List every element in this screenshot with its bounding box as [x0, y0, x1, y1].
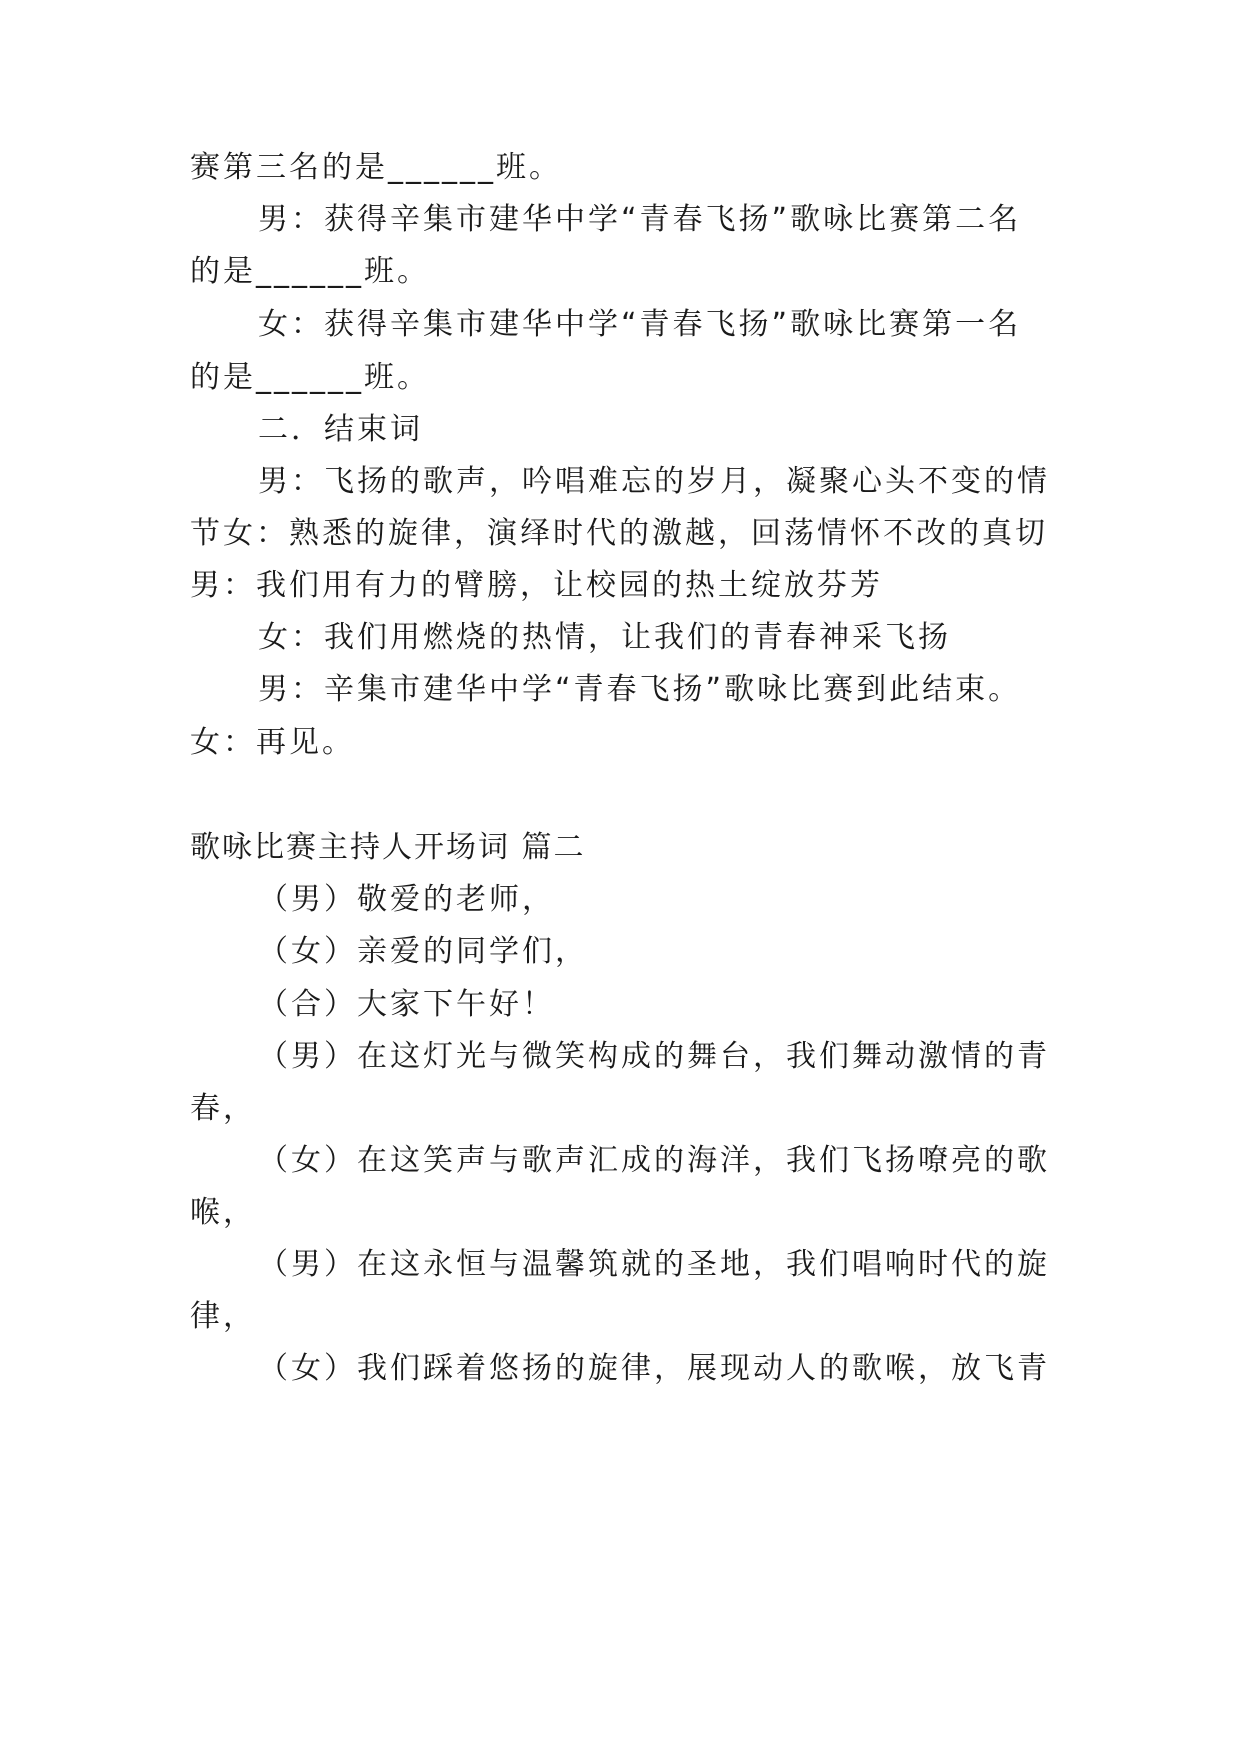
paragraph-line: 女：我们用燃烧的热情，让我们的青春神采飞扬	[258, 620, 951, 655]
paragraph-line: 赛第三名的是______班。	[190, 150, 562, 185]
paragraph-line: 女：获得辛集市建华中学“青春飞扬”歌咏比赛第一名	[258, 307, 1022, 342]
section-heading: 二．结束词	[258, 412, 423, 447]
paragraph-line: 的是______班。	[190, 254, 430, 289]
dialogue-line: （男）在这永恒与温馨筑就的圣地，我们唱响时代的旋	[258, 1247, 1050, 1282]
section-title: 歌咏比赛主持人开场词 篇二	[190, 830, 586, 865]
paragraph-line: 男：飞扬的歌声，吟唱难忘的岁月，凝聚心头不变的情	[258, 464, 1050, 499]
dialogue-line: （男）敬爱的老师，	[258, 882, 555, 917]
paragraph-line: 男：辛集市建华中学“青春飞扬”歌咏比赛到此结束。	[258, 672, 1022, 707]
paragraph-line: 女：再见。	[190, 725, 355, 760]
dialogue-line: （女）亲爱的同学们，	[258, 934, 588, 969]
dialogue-line: （女）我们踩着悠扬的旋律，展现动人的歌喉，放飞青	[258, 1351, 1050, 1386]
dialogue-line: （合）大家下午好！	[258, 987, 555, 1022]
paragraph-line: 男：我们用有力的臂膀，让校园的热土绽放芬芳	[190, 568, 883, 603]
paragraph-line: 节女：熟悉的旋律，演绎时代的激越，回荡情怀不改的真切	[190, 516, 1048, 551]
dialogue-line: 春，	[190, 1091, 256, 1126]
dialogue-line: （女）在这笑声与歌声汇成的海洋，我们飞扬嘹亮的歌	[258, 1143, 1050, 1178]
paragraph-line: 的是______班。	[190, 360, 430, 395]
dialogue-line: 喉，	[190, 1195, 256, 1230]
dialogue-line: （男）在这灯光与微笑构成的舞台，我们舞动激情的青	[258, 1039, 1050, 1074]
paragraph-line: 男：获得辛集市建华中学“青春飞扬”歌咏比赛第二名	[258, 202, 1022, 237]
dialogue-line: 律，	[190, 1299, 256, 1334]
